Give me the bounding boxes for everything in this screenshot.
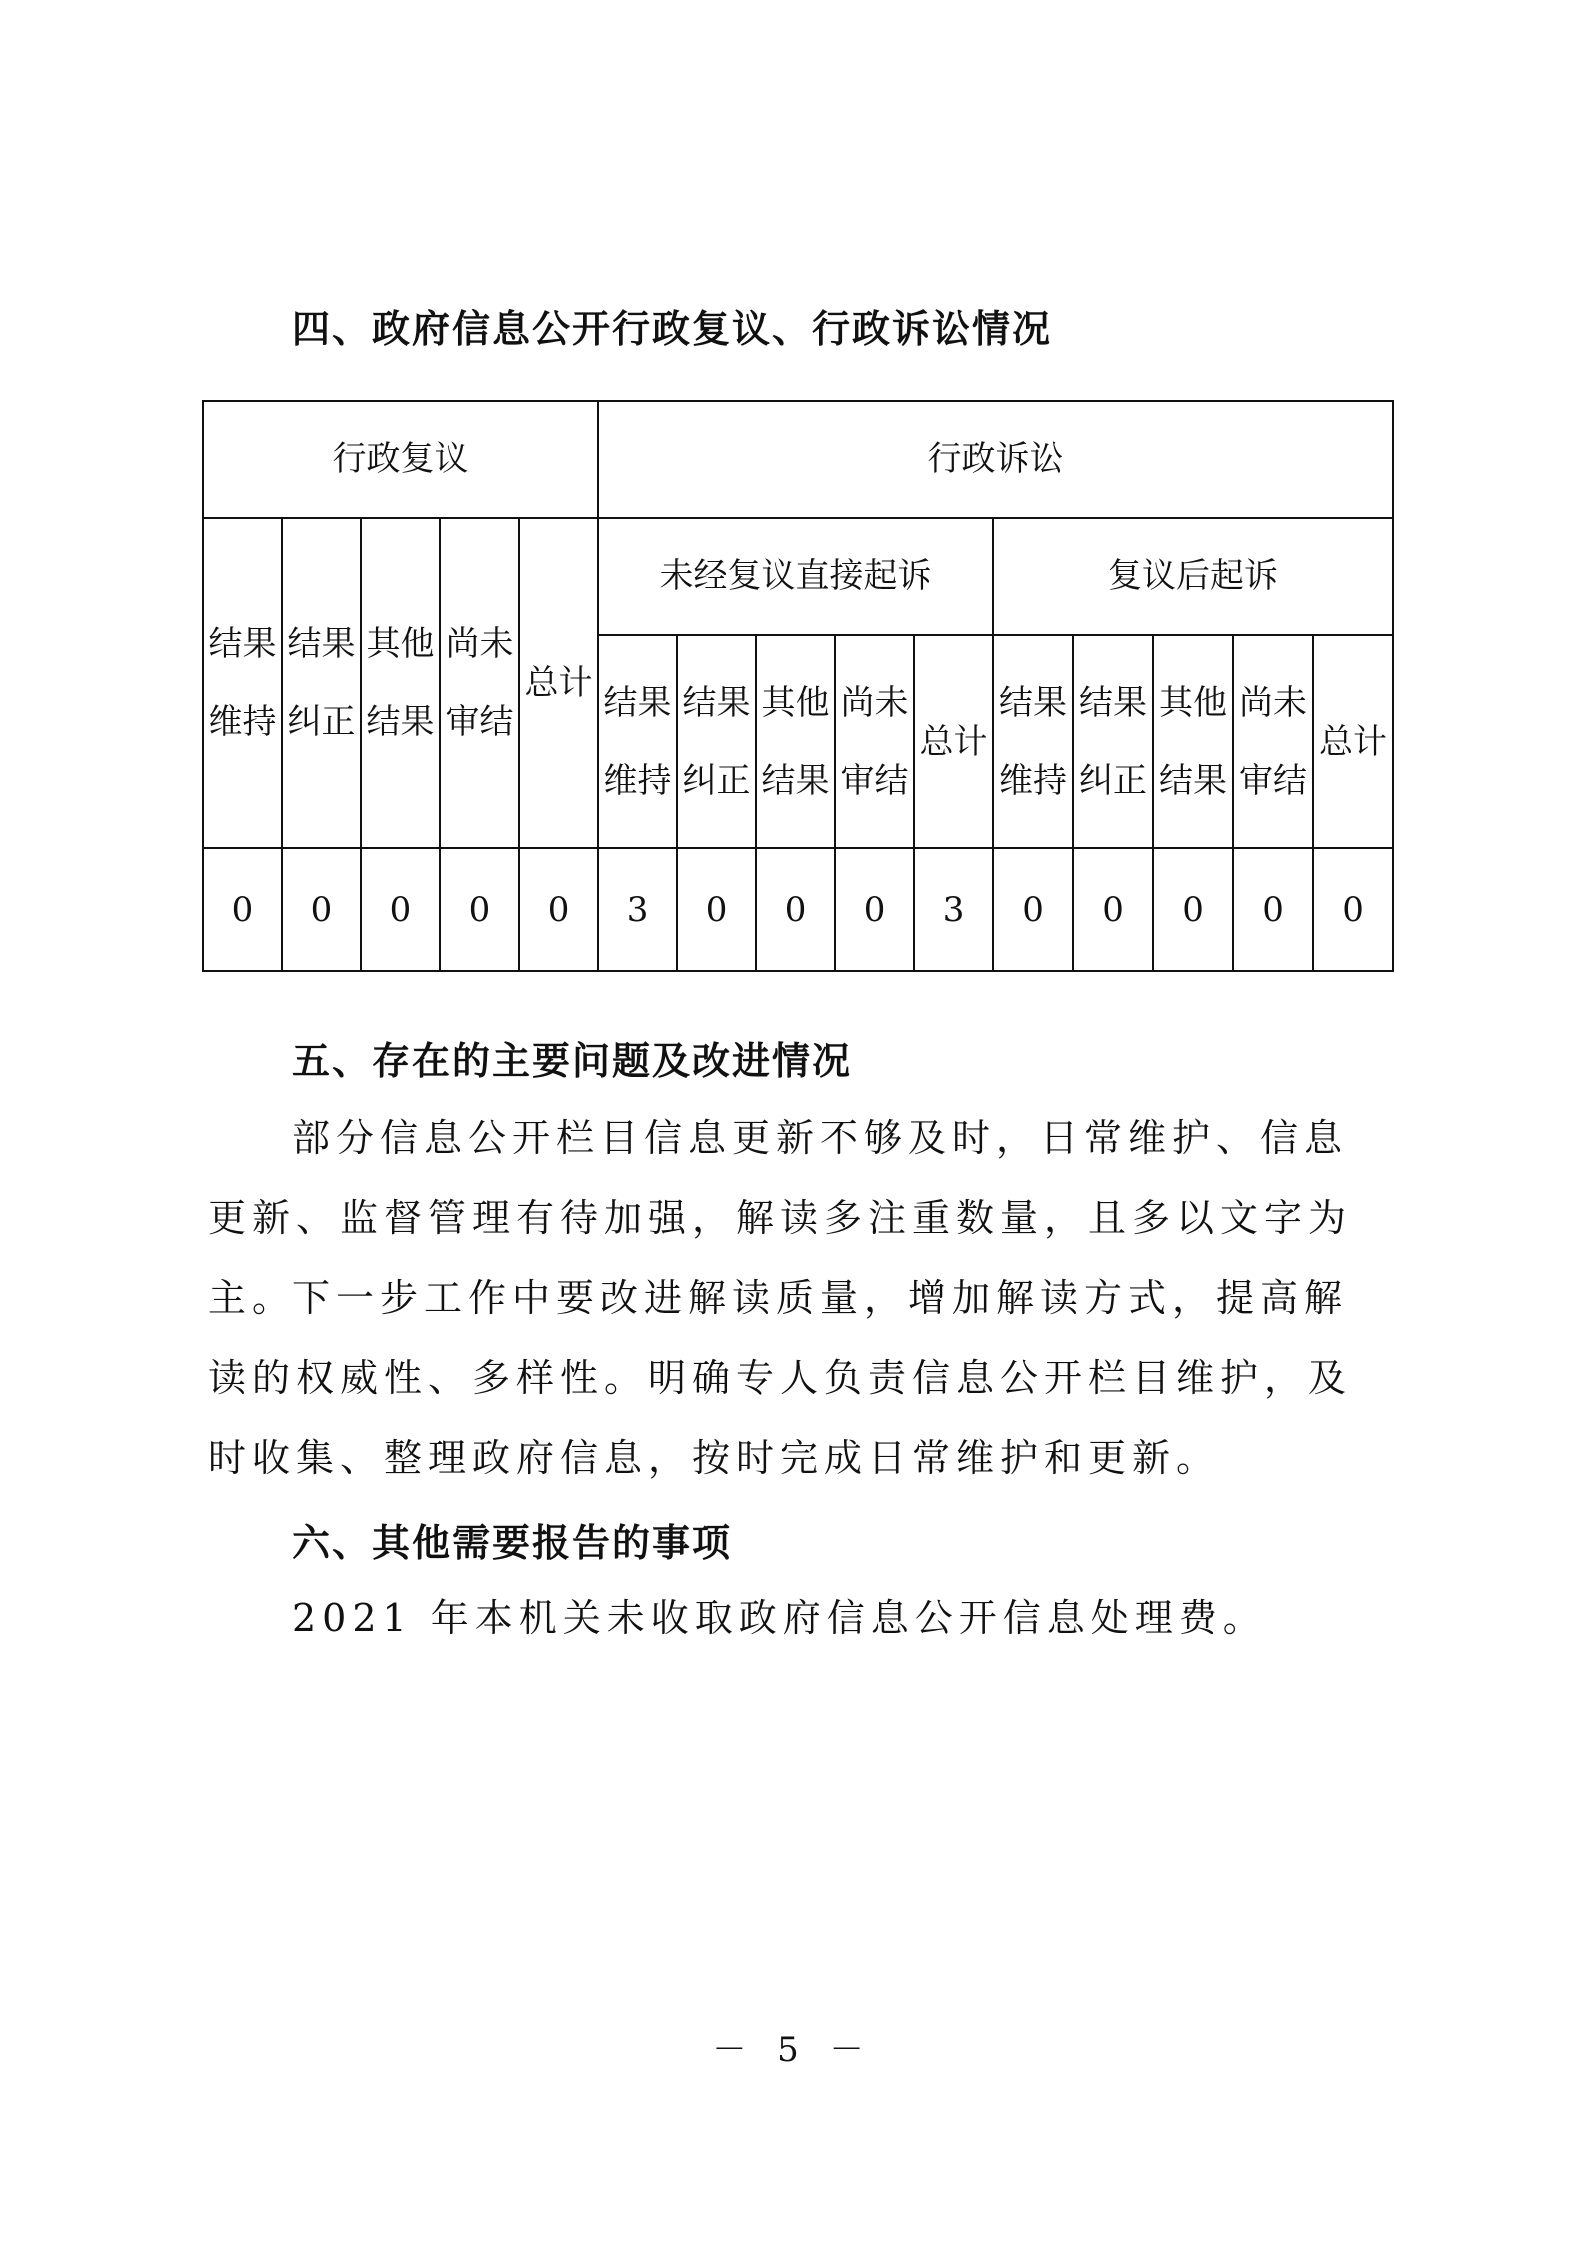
table-cell: 0 — [835, 848, 914, 971]
review-pending-header: 尚未审结 — [440, 518, 519, 849]
admin-review-header: 行政复议 — [203, 401, 598, 518]
review-other-header: 其他结果 — [361, 518, 440, 849]
table-cell: 0 — [440, 848, 519, 971]
table-cell: 0 — [677, 848, 756, 971]
table-cell: 0 — [361, 848, 440, 971]
other-matters-paragraph: 2021 年本机关未收取政府信息公开信息处理费。 — [292, 1596, 1267, 1640]
direct-other-header: 其他结果 — [756, 635, 835, 848]
direct-suit-header: 未经复议直接起诉 — [598, 518, 993, 636]
problems-paragraph: 部分信息公开栏目信息更新不够及时，日常维护、信息更新、监督管理有待加强，解读多注重数量，且多以文字为主。 — [208, 1116, 1353, 1320]
section-5-heading: 五、存在的主要问题及改进情况 — [292, 1039, 853, 1083]
direct-total-header: 总计 — [914, 635, 993, 848]
page-number: － 5 － — [712, 2030, 874, 2070]
direct-pending-header: 尚未审结 — [835, 635, 914, 848]
after-upheld-header: 结果维持 — [993, 635, 1073, 848]
table-cell: 0 — [1153, 848, 1233, 971]
section-4-heading: 四、政府信息公开行政复议、行政诉讼情况 — [292, 307, 1053, 351]
table-cell: 0 — [282, 848, 361, 971]
direct-corrected-header: 结果纠正 — [677, 635, 756, 848]
table-cell: 0 — [203, 848, 282, 971]
table-cell: 0 — [756, 848, 835, 971]
table-cell: 3 — [914, 848, 993, 971]
after-total-header: 总计 — [1313, 635, 1393, 848]
review-upheld-header: 结果维持 — [203, 518, 282, 849]
review-total-header: 总计 — [519, 518, 598, 849]
table-cell: 3 — [598, 848, 677, 971]
table-cell: 0 — [1313, 848, 1393, 971]
table-cell: 0 — [1073, 848, 1153, 971]
admin-litigation-header: 行政诉讼 — [598, 401, 1393, 518]
after-other-header: 其他结果 — [1153, 635, 1233, 848]
review-corrected-header: 结果纠正 — [282, 518, 361, 849]
after-review-suit-header: 复议后起诉 — [993, 518, 1393, 636]
section-6-heading: 六、其他需要报告的事项 — [292, 1521, 733, 1565]
table-cell: 0 — [1233, 848, 1313, 971]
after-pending-header: 尚未审结 — [1233, 635, 1313, 848]
table-cell: 0 — [519, 848, 598, 971]
after-corrected-header: 结果纠正 — [1073, 635, 1153, 848]
direct-upheld-header: 结果维持 — [598, 635, 677, 848]
table-cell: 0 — [993, 848, 1073, 971]
improvements-paragraph: 下一步工作中要改进解读质量，增加解读方式，提高解读的权威性、多样性。明确专人负责信息公开栏目维护，及时收集、整理政府信息，按时完成日常维护和更新。 — [208, 1276, 1353, 1480]
review-litigation-table — [202, 400, 1394, 972]
